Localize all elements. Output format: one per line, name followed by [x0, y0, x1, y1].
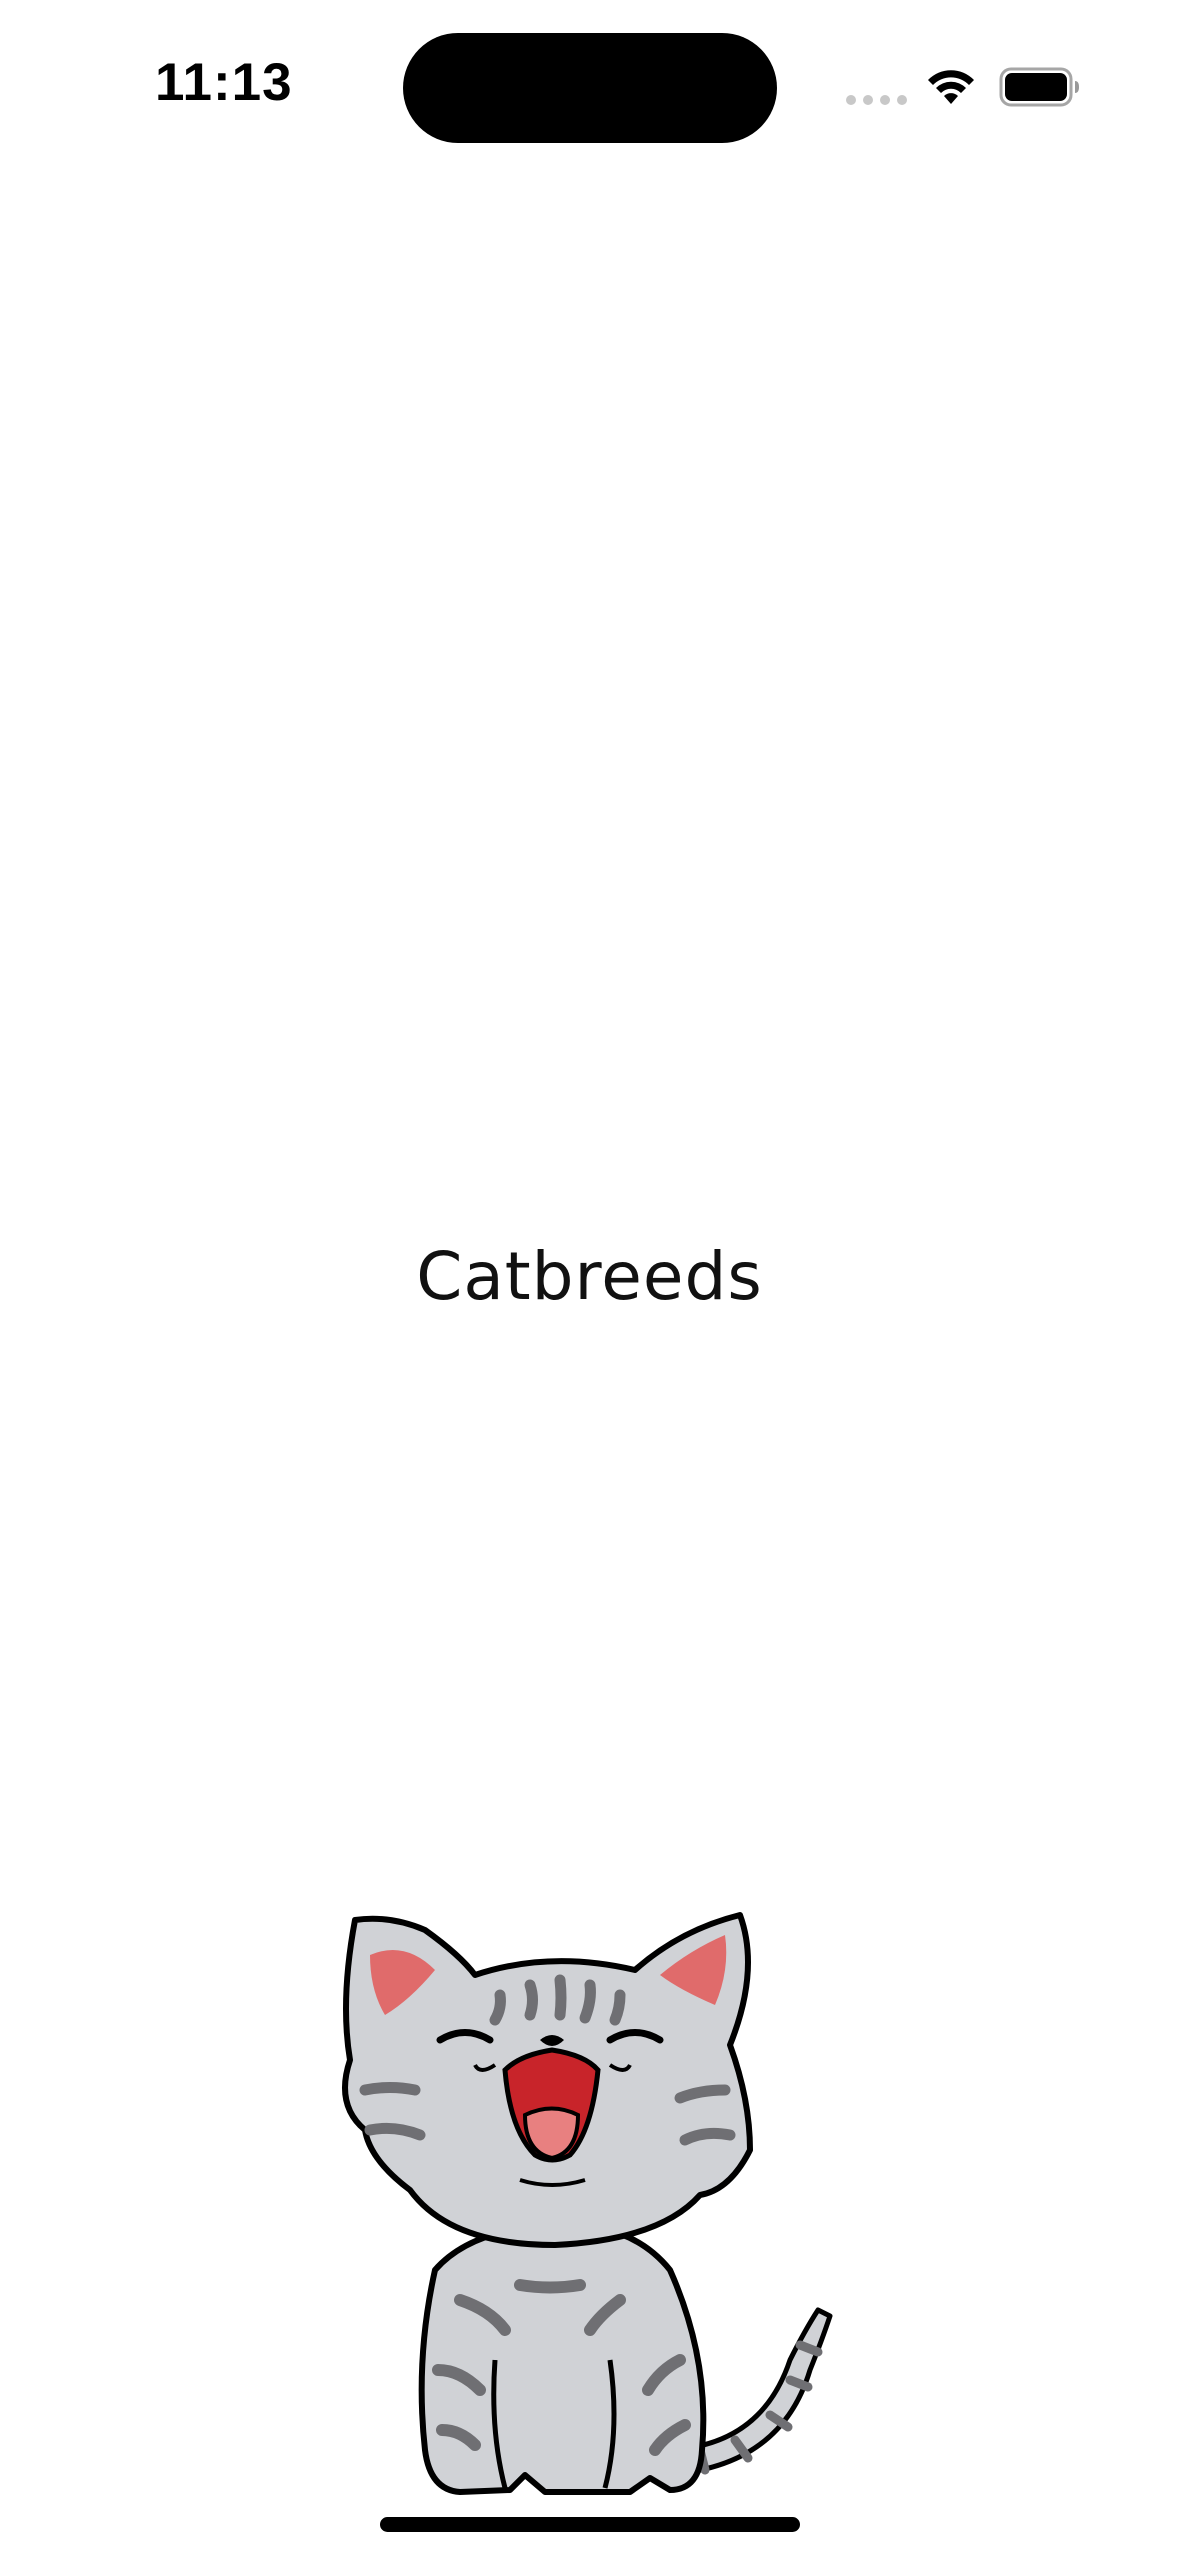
dynamic-island	[403, 33, 777, 143]
status-bar	[0, 0, 1179, 150]
battery-icon	[999, 66, 1081, 108]
status-time: 11:13	[155, 53, 293, 112]
cellular-signal-icon	[846, 95, 907, 105]
cat-illustration	[330, 1890, 850, 2500]
app-title: Catbreeds	[416, 1238, 763, 1315]
wifi-icon	[925, 66, 977, 106]
home-indicator[interactable]	[380, 2517, 800, 2532]
